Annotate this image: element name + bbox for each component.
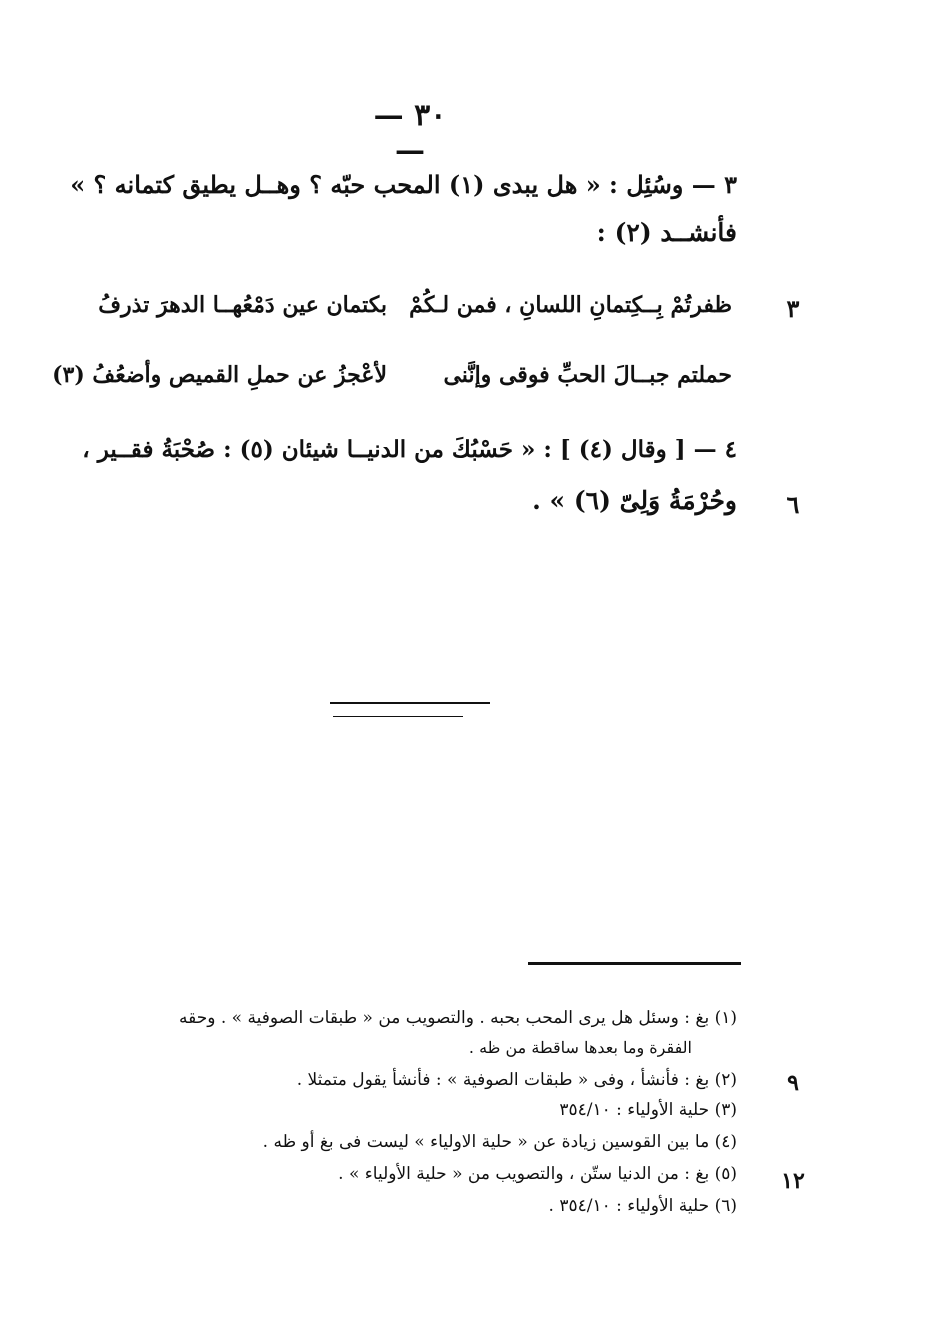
paragraph-3-line-1: ٣ — وسُئِل : « هل يبدى (١) المحب حبّه ؟ وهــل يطيق كتمانه ؟ »: [70, 170, 737, 199]
verse-1-first-hemistich: ظفرتُمْ بِــكِتمانِ اللسانِ ، فمن لـكُمْ: [409, 292, 732, 318]
paragraph-4-line-2: وحُرْمَةُ وَلِىّ (٦) » .: [532, 486, 737, 515]
margin-line-number-9: ٩: [787, 1070, 799, 1096]
footnote-1: (١) بغ : وسئل هل يرى المحب بحبه . والتصويب من « طبقات الصوفية » . وحقه: [179, 1008, 737, 1028]
paragraph-3-line-2: فأنشــد (٢) :: [596, 218, 737, 247]
footnote-5: (٥) بغ : من الدنيا ستّن ، والتصويب من « حلية الأولياء » .: [338, 1164, 737, 1184]
footnote-2: (٢) بغ : فأنشأ ، وفى « طبقات الصوفية » : فأنشأ يقول متمثلا .: [296, 1070, 737, 1090]
footnote-separator: [528, 962, 741, 965]
section-divider-bottom: [333, 716, 463, 717]
verse-2-second-hemistich: لأعْجزُ عن حملِ القميص وأضعُفُ (٣): [52, 362, 387, 388]
footnote-4: (٤) ما بين القوسين زيادة عن « حلية الاولياء » ليست فى بغ أو ظه .: [262, 1132, 737, 1152]
paragraph-4-line-1: ٤ — [ وقال (٤) ] : « حَسْبُكَ من الدنيــا شيئان (٥) : صُحْبَةُ فقــير ،: [82, 436, 737, 463]
margin-line-number-6: ٦: [786, 490, 800, 519]
footnote-1-continuation: الفقرة وما بعدها ساقطة من ظه .: [468, 1038, 692, 1057]
margin-line-number-3: ٣: [786, 294, 800, 323]
margin-line-number-12: ١٢: [781, 1168, 805, 1194]
verse-2-first-hemistich: حملتم جبــالَ الحبِّ فوقى وإنَّنى: [443, 362, 732, 388]
page-number: — ٣٠ —: [373, 98, 447, 168]
footnote-6: (٦) حلية الأولياء : ٣٥٤/١٠ .: [548, 1196, 737, 1216]
footnote-3: (٣) حلية الأولياء : ٣٥٤/١٠: [559, 1100, 737, 1120]
section-divider-top: [330, 702, 490, 704]
verse-1-second-hemistich: بكتمان عين دَمْعُهــا الدهرَ تذرفُ: [98, 292, 387, 318]
